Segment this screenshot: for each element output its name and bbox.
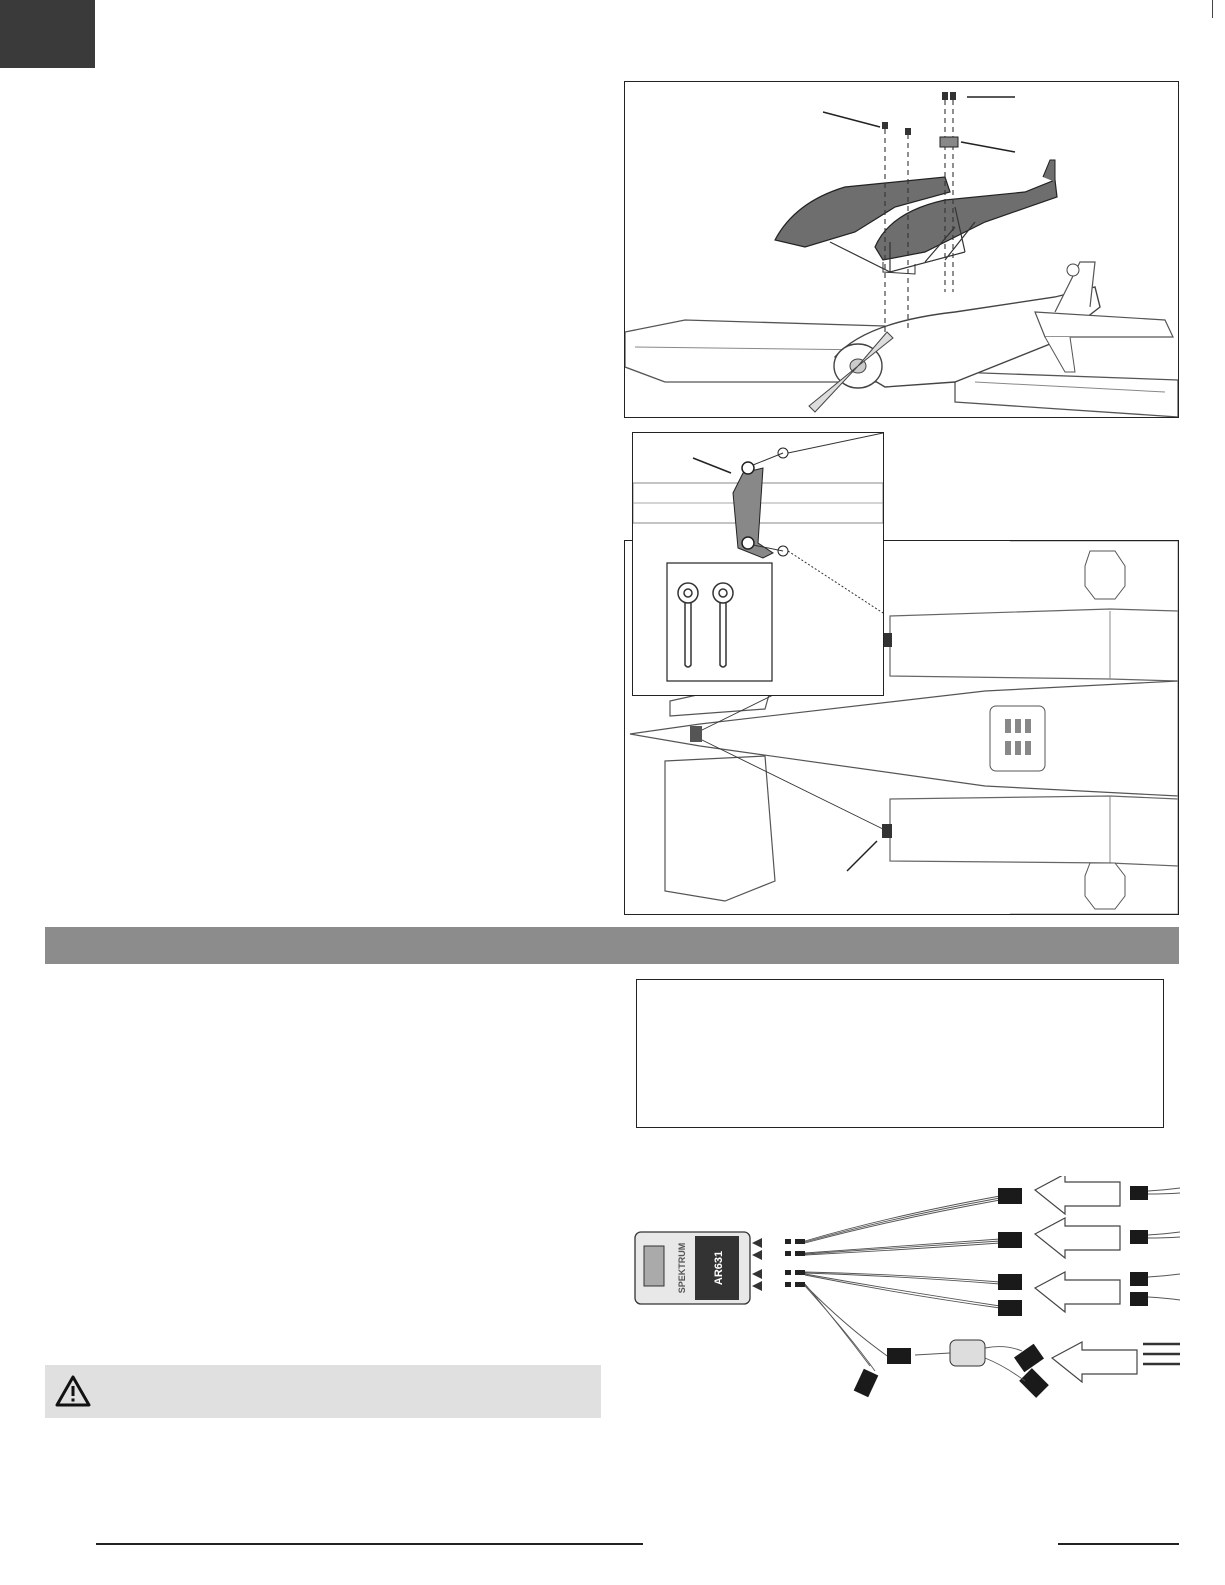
margin-mark [1212,0,1213,18]
footer-rule-page-number [1058,1543,1179,1545]
warning-bar [45,1365,601,1418]
section-header-bar [45,927,1179,964]
note-box [636,979,1164,1128]
float-installation-figure [624,81,1179,418]
receiver-label: AR631 [713,1250,725,1286]
footer-rule [96,1543,643,1545]
language-tab [0,0,95,68]
rudder-horn-inset [632,432,884,696]
warning-triangle-icon [55,1374,91,1408]
receiver-wiring-figure [630,1176,1180,1416]
brand-label: SPEKTRUM [677,1242,687,1294]
